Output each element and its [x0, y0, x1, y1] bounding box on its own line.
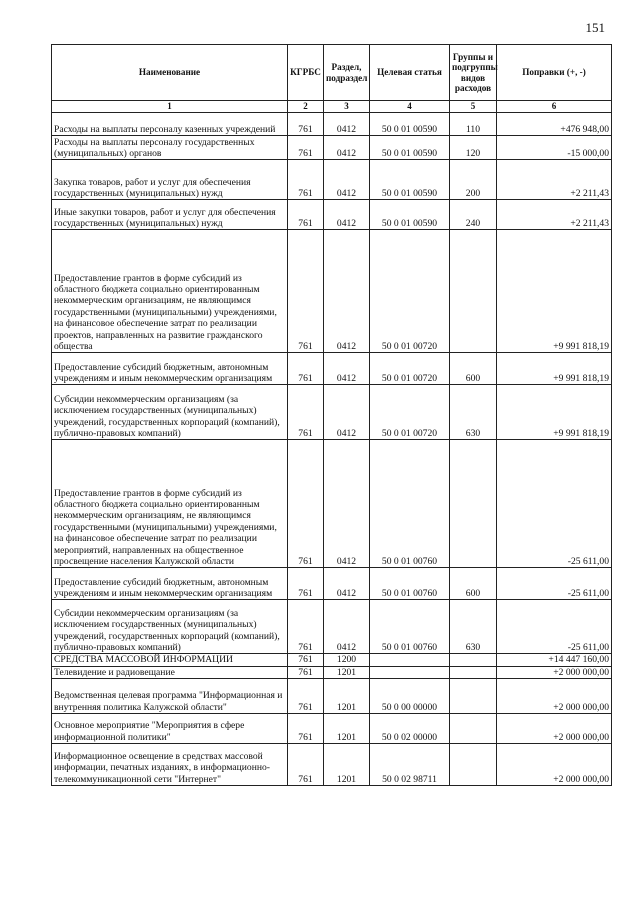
row-name-cell: Основное мероприятие "Мероприятия в сфере информационной политики" [52, 714, 288, 744]
page-number: 151 [585, 20, 605, 35]
row-name-cell: Ведомственная целевая программа "Информационная и внутренняя политика Калужской области" [52, 679, 288, 714]
column-number: 4 [370, 101, 450, 113]
row-target-cell: 50 0 01 00590 [370, 200, 450, 230]
row-section-cell: 1200 [324, 654, 370, 666]
row-group-cell [450, 744, 497, 786]
row-target-cell: 50 0 01 00720 [370, 353, 450, 385]
row-target-cell [370, 666, 450, 678]
row-target-cell: 50 0 02 00000 [370, 714, 450, 744]
row-amount-cell: -25 611,00 [497, 600, 612, 654]
table-row [52, 160, 612, 200]
row-kgrbs-cell: 761 [288, 230, 324, 353]
row-group-cell: 600 [450, 568, 497, 600]
row-kgrbs-cell: 761 [288, 744, 324, 786]
row-group-cell [450, 654, 497, 666]
row-kgrbs-cell: 761 [288, 568, 324, 600]
row-name-cell: Предоставление субсидий бюджетным, автономным учреждениям и иным некоммерческим организациям [52, 353, 288, 385]
row-section-cell: 0412 [324, 600, 370, 654]
row-section-cell: 0412 [324, 385, 370, 440]
column-number: 1 [52, 101, 288, 113]
row-target-cell: 50 0 01 00590 [370, 160, 450, 200]
row-group-cell: 110 [450, 113, 497, 136]
row-amount-cell: +476 948,00 [497, 113, 612, 136]
row-amount-cell: -25 611,00 [497, 440, 612, 568]
row-amount-cell: +2 000 000,00 [497, 679, 612, 714]
header-section: Раздел, подраздел [324, 45, 370, 101]
row-section-cell: 1201 [324, 679, 370, 714]
row-section-cell: 1201 [324, 714, 370, 744]
row-amount-cell: -25 611,00 [497, 568, 612, 600]
row-kgrbs-cell: 761 [288, 200, 324, 230]
row-group-cell: 600 [450, 353, 497, 385]
row-amount-cell: +9 991 818,19 [497, 353, 612, 385]
table-row [52, 714, 612, 744]
row-group-cell: 240 [450, 200, 497, 230]
row-group-cell: 630 [450, 385, 497, 440]
row-kgrbs-cell: 761 [288, 714, 324, 744]
row-target-cell: 50 0 01 00760 [370, 600, 450, 654]
row-group-cell [450, 714, 497, 744]
row-name-cell: Предоставление грантов в форме субсидий из областного бюджета социально ориентированным некоммерческим организациям, не являющимся государственными (муниципальными) учреждениями, на финансовое обеспечение затрат по реализации проектов, направленных на развитие гражданского общества [52, 230, 288, 353]
row-name-cell: Субсидии некоммерческим организациям (за исключением государственных (муниципальных) учреждений, государственных корпораций (компаний), публично-правовых компаний) [52, 600, 288, 654]
row-group-cell: 200 [450, 160, 497, 200]
row-name-cell: Закупка товаров, работ и услуг для обеспечения государственных (муниципальных) нужд [52, 160, 288, 200]
row-amount-cell: +2 000 000,00 [497, 744, 612, 786]
row-target-cell: 50 0 01 00590 [370, 136, 450, 160]
table-row [52, 353, 612, 385]
table-row [52, 440, 612, 568]
row-target-cell [370, 654, 450, 666]
row-amount-cell: +2 000 000,00 [497, 714, 612, 744]
row-kgrbs-cell: 761 [288, 654, 324, 666]
table-row [52, 679, 612, 714]
row-section-cell: 0412 [324, 568, 370, 600]
row-section-cell: 0412 [324, 353, 370, 385]
row-kgrbs-cell: 761 [288, 160, 324, 200]
row-target-cell: 50 0 01 00720 [370, 230, 450, 353]
row-kgrbs-cell: 761 [288, 385, 324, 440]
row-name-cell: Информационное освещение в средствах массовой информации, печатных изданиях, в информационно-телекоммуникационной сети "Интернет" [52, 744, 288, 786]
row-target-cell: 50 0 01 00760 [370, 568, 450, 600]
column-number: 5 [450, 101, 497, 113]
row-name-cell: Иные закупки товаров, работ и услуг для обеспечения государственных (муниципальных) нужд [52, 200, 288, 230]
row-target-cell: 50 0 01 00590 [370, 113, 450, 136]
row-kgrbs-cell: 761 [288, 136, 324, 160]
table-row [52, 600, 612, 654]
table-row [52, 568, 612, 600]
row-name-cell: Субсидии некоммерческим организациям (за исключением государственных (муниципальных) учреждений, государственных корпораций (компаний), публично-правовых компаний) [52, 385, 288, 440]
row-amount-cell: +2 000 000,00 [497, 666, 612, 678]
row-kgrbs-cell: 761 [288, 353, 324, 385]
row-amount-cell: +9 991 818,19 [497, 230, 612, 353]
row-amount-cell: +2 211,43 [497, 160, 612, 200]
column-number: 3 [324, 101, 370, 113]
header-name: Наименование [52, 45, 288, 101]
row-section-cell: 0412 [324, 230, 370, 353]
row-amount-cell: +14 447 160,00 [497, 654, 612, 666]
row-target-cell: 50 0 01 00720 [370, 385, 450, 440]
row-group-cell [450, 666, 497, 678]
row-section-cell: 0412 [324, 440, 370, 568]
table-row [52, 744, 612, 786]
table-row [52, 230, 612, 353]
row-name-cell: СРЕДСТВА МАССОВОЙ ИНФОРМАЦИИ [52, 654, 288, 666]
row-amount-cell: -15 000,00 [497, 136, 612, 160]
row-section-cell: 0412 [324, 136, 370, 160]
header-kgrbs: КГРБС [288, 45, 324, 101]
row-kgrbs-cell: 761 [288, 679, 324, 714]
row-name-cell: Предоставление грантов в форме субсидий из областного бюджета социально ориентированным некоммерческим организациям, не являющимся государственными (муниципальными) учреждениями, на финансовое обеспечение затрат по реализации мероприятий, направленных на общественное просвещение населения Калужской области [52, 440, 288, 568]
row-target-cell: 50 0 01 00760 [370, 440, 450, 568]
budget-amendments-table [51, 44, 612, 786]
row-name-cell: Расходы на выплаты персоналу государственных (муниципальных) органов [52, 136, 288, 160]
table-row [52, 200, 612, 230]
row-kgrbs-cell: 761 [288, 600, 324, 654]
row-target-cell: 50 0 02 98711 [370, 744, 450, 786]
row-kgrbs-cell: 761 [288, 113, 324, 136]
column-number: 6 [497, 101, 612, 113]
row-name-cell: Предоставление субсидий бюджетным, автономным учреждениям и иным некоммерческим организациям [52, 568, 288, 600]
row-section-cell: 0412 [324, 113, 370, 136]
header-group: Группы и подгруппы видов расходов [450, 45, 497, 101]
row-section-cell: 1201 [324, 666, 370, 678]
row-amount-cell: +9 991 818,19 [497, 385, 612, 440]
row-name-cell: Телевидение и радиовещание [52, 666, 288, 678]
row-target-cell: 50 0 00 00000 [370, 679, 450, 714]
table-row [52, 654, 612, 666]
column-number: 2 [288, 101, 324, 113]
table-row [52, 113, 612, 136]
row-group-cell: 120 [450, 136, 497, 160]
column-number-row [52, 101, 612, 113]
row-group-cell [450, 440, 497, 568]
row-section-cell: 0412 [324, 200, 370, 230]
row-section-cell: 0412 [324, 160, 370, 200]
row-section-cell: 1201 [324, 744, 370, 786]
row-group-cell [450, 679, 497, 714]
row-group-cell [450, 230, 497, 353]
row-kgrbs-cell: 761 [288, 440, 324, 568]
row-amount-cell: +2 211,43 [497, 200, 612, 230]
header-amendment: Поправки (+, -) [497, 45, 612, 101]
table-row [52, 385, 612, 440]
table-row [52, 666, 612, 678]
table-row [52, 136, 612, 160]
row-group-cell: 630 [450, 600, 497, 654]
row-name-cell: Расходы на выплаты персоналу казенных учреждений [52, 113, 288, 136]
header-row [52, 45, 612, 101]
row-kgrbs-cell: 761 [288, 666, 324, 678]
header-target: Целевая статья [370, 45, 450, 101]
